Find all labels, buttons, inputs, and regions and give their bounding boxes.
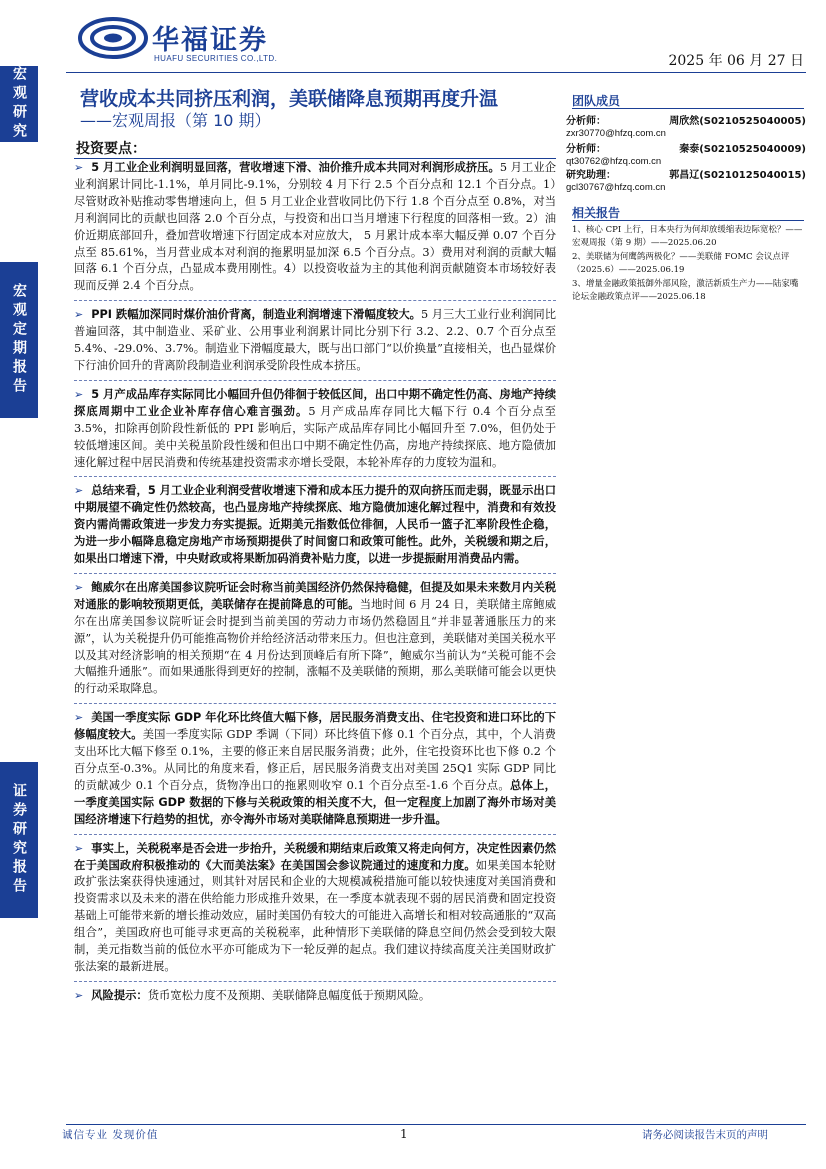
risk-paragraph xyxy=(74,988,556,1010)
side-label-periodic-report: 宏观定期报告 xyxy=(0,262,38,418)
point-paragraph xyxy=(74,307,556,381)
analyst-role: 研究助理： xyxy=(566,170,616,181)
point-lead: 5 月产成品库存实际同比小幅回升但仍徘徊于较低区间，出口中期不确定性仍高、房地产持续探底周期中工业企业补库存信心难言强劲。 xyxy=(74,387,556,418)
point-conclusion: 总体上，一季度美国实际 GDP 数据的下修与关税政策的相关度不大，但一定程度上加剧了海外市场对美国经济增速下行趋势的担忧，亦令海外市场对美联储降息预期进一步升温。 xyxy=(74,778,556,826)
analyst-role: 分析师： xyxy=(566,144,606,155)
huafu-logo-icon xyxy=(78,16,148,60)
triangle-bullet-icon: ➢ xyxy=(74,988,84,1002)
point-paragraph xyxy=(74,710,556,834)
point-lead: PPI 跌幅加深同时煤价油价背离，制造业利润增速下滑幅度较大。 xyxy=(91,308,421,322)
analyst-email[interactable]: zxr30770@hfzq.com.cn xyxy=(566,128,666,139)
triangle-bullet-icon: ➢ xyxy=(74,580,84,594)
footer-slogan: 诚信专业 发现价值 xyxy=(62,1129,159,1141)
point-lead: 事实上，关税税率是否会进一步抬升，关税缓和期结束后政策又将走向何方，决定性因素仍然在于美国政府积极推动的《大而美法案》在美国国会参议院通过的速度和力度。 xyxy=(74,841,556,872)
point-text: 美国一季度实际 GDP 季调（下同）环比终值下修 0.1 个百分点，其中，个人消费支出环比大幅下修至 0.1%，主要的修正来自居民服务消费；此外，住宅投资环比也下修 0.2 个百分点至-0.3%。从同比的角度来看，修正后，居民服务消费支出对美国 25Q1 实际 GDP 同比的贡献减少 0.1 个百分点，货物净出口的拖累则收窄 0.1 个百分点至-1.6 个百分点。 xyxy=(74,728,556,792)
side-label-macro-research: 宏观研究 xyxy=(0,66,38,142)
company-logo xyxy=(78,16,308,66)
team-divider xyxy=(572,108,804,109)
logo-text-en: HUAFU SECURITIES CO.,LTD. xyxy=(154,54,278,63)
point-text: 5 月产成品库存同比大幅下行 0.4 个百分点至 3.5%，扣除再创阶段性新低的 PPI 影响后，实际产成品库存同比小幅回升至 7.0%，但仍处于较低增速区间。美中关税虽阶段性缓和但出口中期不确定性仍高，房地产持续探底、地方隐债加速化解过程中居民消费和传统基建投资需求亦增长受限，本轮补库存的力度较为温和。 xyxy=(74,404,556,469)
triangle-bullet-icon: ➢ xyxy=(74,841,84,855)
header-divider xyxy=(66,72,806,73)
report-date: 2025 年 06 月 27 日 xyxy=(668,53,804,69)
side-label-securities-report: 证券研究报告 xyxy=(0,762,38,918)
point-text: 5 月工业企业利润累计同比-1.1%，单月同比-9.1%，分别较 4 月下行 2.5 个百分点和 12.1 个百分点。1）尽管财政补贴推动零售增速向上，但 5 月工业企业营收同比仍下行 1.8 个百分点至 0.8%，对当月利润同比的贡献也回落 2.0 个百分点，与投资和出口当月增速下行程度的回落相一致。2）油价近期底部回升，叠加营收增速下行固定成本对应放大， 5 月累计成本率大幅反弹 0.07 个百分点至 85.61%，当月营业成本对利润的拖累明显加深 6.5 个百分点。3）费用对利润的贡献大幅回落 6.1 个百分点，凸显成本费用刚性。4）以投资收益为主的其他利润贡献随资本市场较好表现而反弹 2.4 个百分点。 xyxy=(74,161,556,293)
point-paragraph xyxy=(74,483,556,574)
related-report-item[interactable]: 2、美联储为何鹰鸽两极化？——美联储 FOMC 会议点评（2025.6）——2025.06.19 xyxy=(572,252,790,275)
page-number: 1 xyxy=(400,1127,408,1141)
triangle-bullet-icon: ➢ xyxy=(74,161,84,174)
team-heading: 团队成员 xyxy=(572,94,621,108)
related-divider xyxy=(572,220,804,221)
triangle-bullet-icon: ➢ xyxy=(74,484,84,498)
related-report-item[interactable]: 1、核心 CPI 上行，日本央行为何却放缓缩表边际宽松？——宏观周报（第 9 期）——2025.06.20 xyxy=(572,225,803,248)
point-paragraph xyxy=(74,841,556,982)
point-paragraph xyxy=(74,580,556,704)
point-paragraph xyxy=(74,160,556,301)
point-lead: 鲍威尔在出席美国参议院听证会时称当前美国经济仍然保持稳健，但提及如果未来数月内关税对通胀的影响较预期更低，美联储存在提前降息的可能。 xyxy=(74,580,556,611)
analyst-name: 秦泰(S0210525040009) xyxy=(679,144,806,155)
report-title: 营收成本共同挤压利润，美联储降息预期再度升温 xyxy=(80,88,499,110)
related-reports-list xyxy=(572,224,804,306)
related-reports-heading: 相关报告 xyxy=(572,206,621,220)
points-divider xyxy=(74,158,556,159)
investment-points-body xyxy=(74,160,556,1016)
investment-points-heading: 投资要点： xyxy=(76,141,146,157)
report-subtitle: ——宏观周报（第 10 期） xyxy=(80,111,271,130)
risk-lead: 风险提示： xyxy=(91,988,148,1002)
point-lead: 美国一季度实际 GDP 年化环比终值大幅下修，居民服务消费支出、住宅投资和进口环比的下修幅度较大。 xyxy=(74,711,556,742)
analyst-name: 周欣然(S0210525040005) xyxy=(669,116,806,127)
triangle-bullet-icon: ➢ xyxy=(74,308,84,322)
analyst-name: 郭昌辽(S0210125040015) xyxy=(669,170,806,181)
footer-divider xyxy=(66,1124,806,1125)
risk-text: 货币宽松力度不及预期、美联储降息幅度低于预期风险。 xyxy=(147,988,431,1002)
analyst-role: 分析师： xyxy=(566,116,606,127)
footer-disclaimer: 请务必阅读报告末页的声明 xyxy=(642,1129,768,1141)
triangle-bullet-icon: ➢ xyxy=(74,387,84,401)
analyst-email[interactable]: gcl30767@hfzq.com.cn xyxy=(566,182,666,193)
logo-text-cn: 华福证券 xyxy=(152,25,268,56)
point-text: 如果美国本轮财政扩张法案获得快速通过，则其针对居民和企业的大规模减税措施可能以较快速度对美国消费和投资需求以及未来的潜在供给能力形成推升效果，在一季度本就表现不弱的居民消费和固定投资基础上可能带来新的增长推动效应，届时美国仍有较大的可能进入高增长和相对较高通胀的“双高组合”，美国政府也可能寻求更高的关税税率，此种情形下美联储的降息空间仍然会受到较大限制，美元指数当前的低位水平亦可能成为下一轮反弹的起点。我们建议持续高度关注美国财政扩张法案的最新进展。 xyxy=(74,858,556,973)
point-text: 当地时间 6 月 24 日，美联储主席鲍威尔在出席美国参议院听证会时提到当前美国的劳动力市场仍然稳固且“并非显著通胀压力的来源”，认为关税提升仍可能推高物价并给经济活动带来压力。但也注意到，美联储对美国关税水平以及其对经济影响的相关预期“在 4 月份达到顶峰后有所下降”，鲍威尔当前认为“关税可能不会大幅推升通胀”。而如果通胀得到更好的控制，涨幅不及美联储的预期，那么美联储可能会以更快的行动采取降息。 xyxy=(74,597,556,696)
point-lead: 总结来看，5 月工业企业利润受营收增速下滑和成本压力提升的双向挤压而走弱，既显示出口中期展望不确定性仍然较高，也凸显房地产持续探底、地方隐债加速化解过程中，消费和有效投资内需尚需政策进一步发力夯实提振。近期美元指数低位徘徊，人民币一篮子汇率阶段性企稳，为进一步小幅降息稳定房地产市场预期提供了时间窗口和政策可能性。此外，关税缓和期之后，如果出口增速下滑，中央财政或将果断加码消费补贴力度，以进一步提振耐用消费品内需。 xyxy=(74,484,556,566)
point-text: 5 月三大工业行业利润同比普遍回落，其中制造业、采矿业、公用事业利润累计同比分别下行 3.2、2.2、0.7 个百分点至 5.4%、-29.0%、3.7%。制造业下滑幅度最大，既与出口部门“以价换量”直接相关，也凸显煤价下行油价回升的背离阶段制造业利润承受阶段性成本挤压。 xyxy=(74,308,557,372)
related-report-item[interactable]: 3、增量金融政策抵御外部风险，激活新质生产力——陆家嘴论坛金融政策点评——2025.06.18 xyxy=(572,279,799,302)
point-lead: 5 月工业企业利润明显回落，营收增速下滑、油价推升成本共同对利润形成挤压。 xyxy=(91,161,500,174)
triangle-bullet-icon: ➢ xyxy=(74,711,84,725)
analyst-email[interactable]: qt30762@hfzq.com.cn xyxy=(566,156,662,167)
point-paragraph xyxy=(74,387,556,478)
